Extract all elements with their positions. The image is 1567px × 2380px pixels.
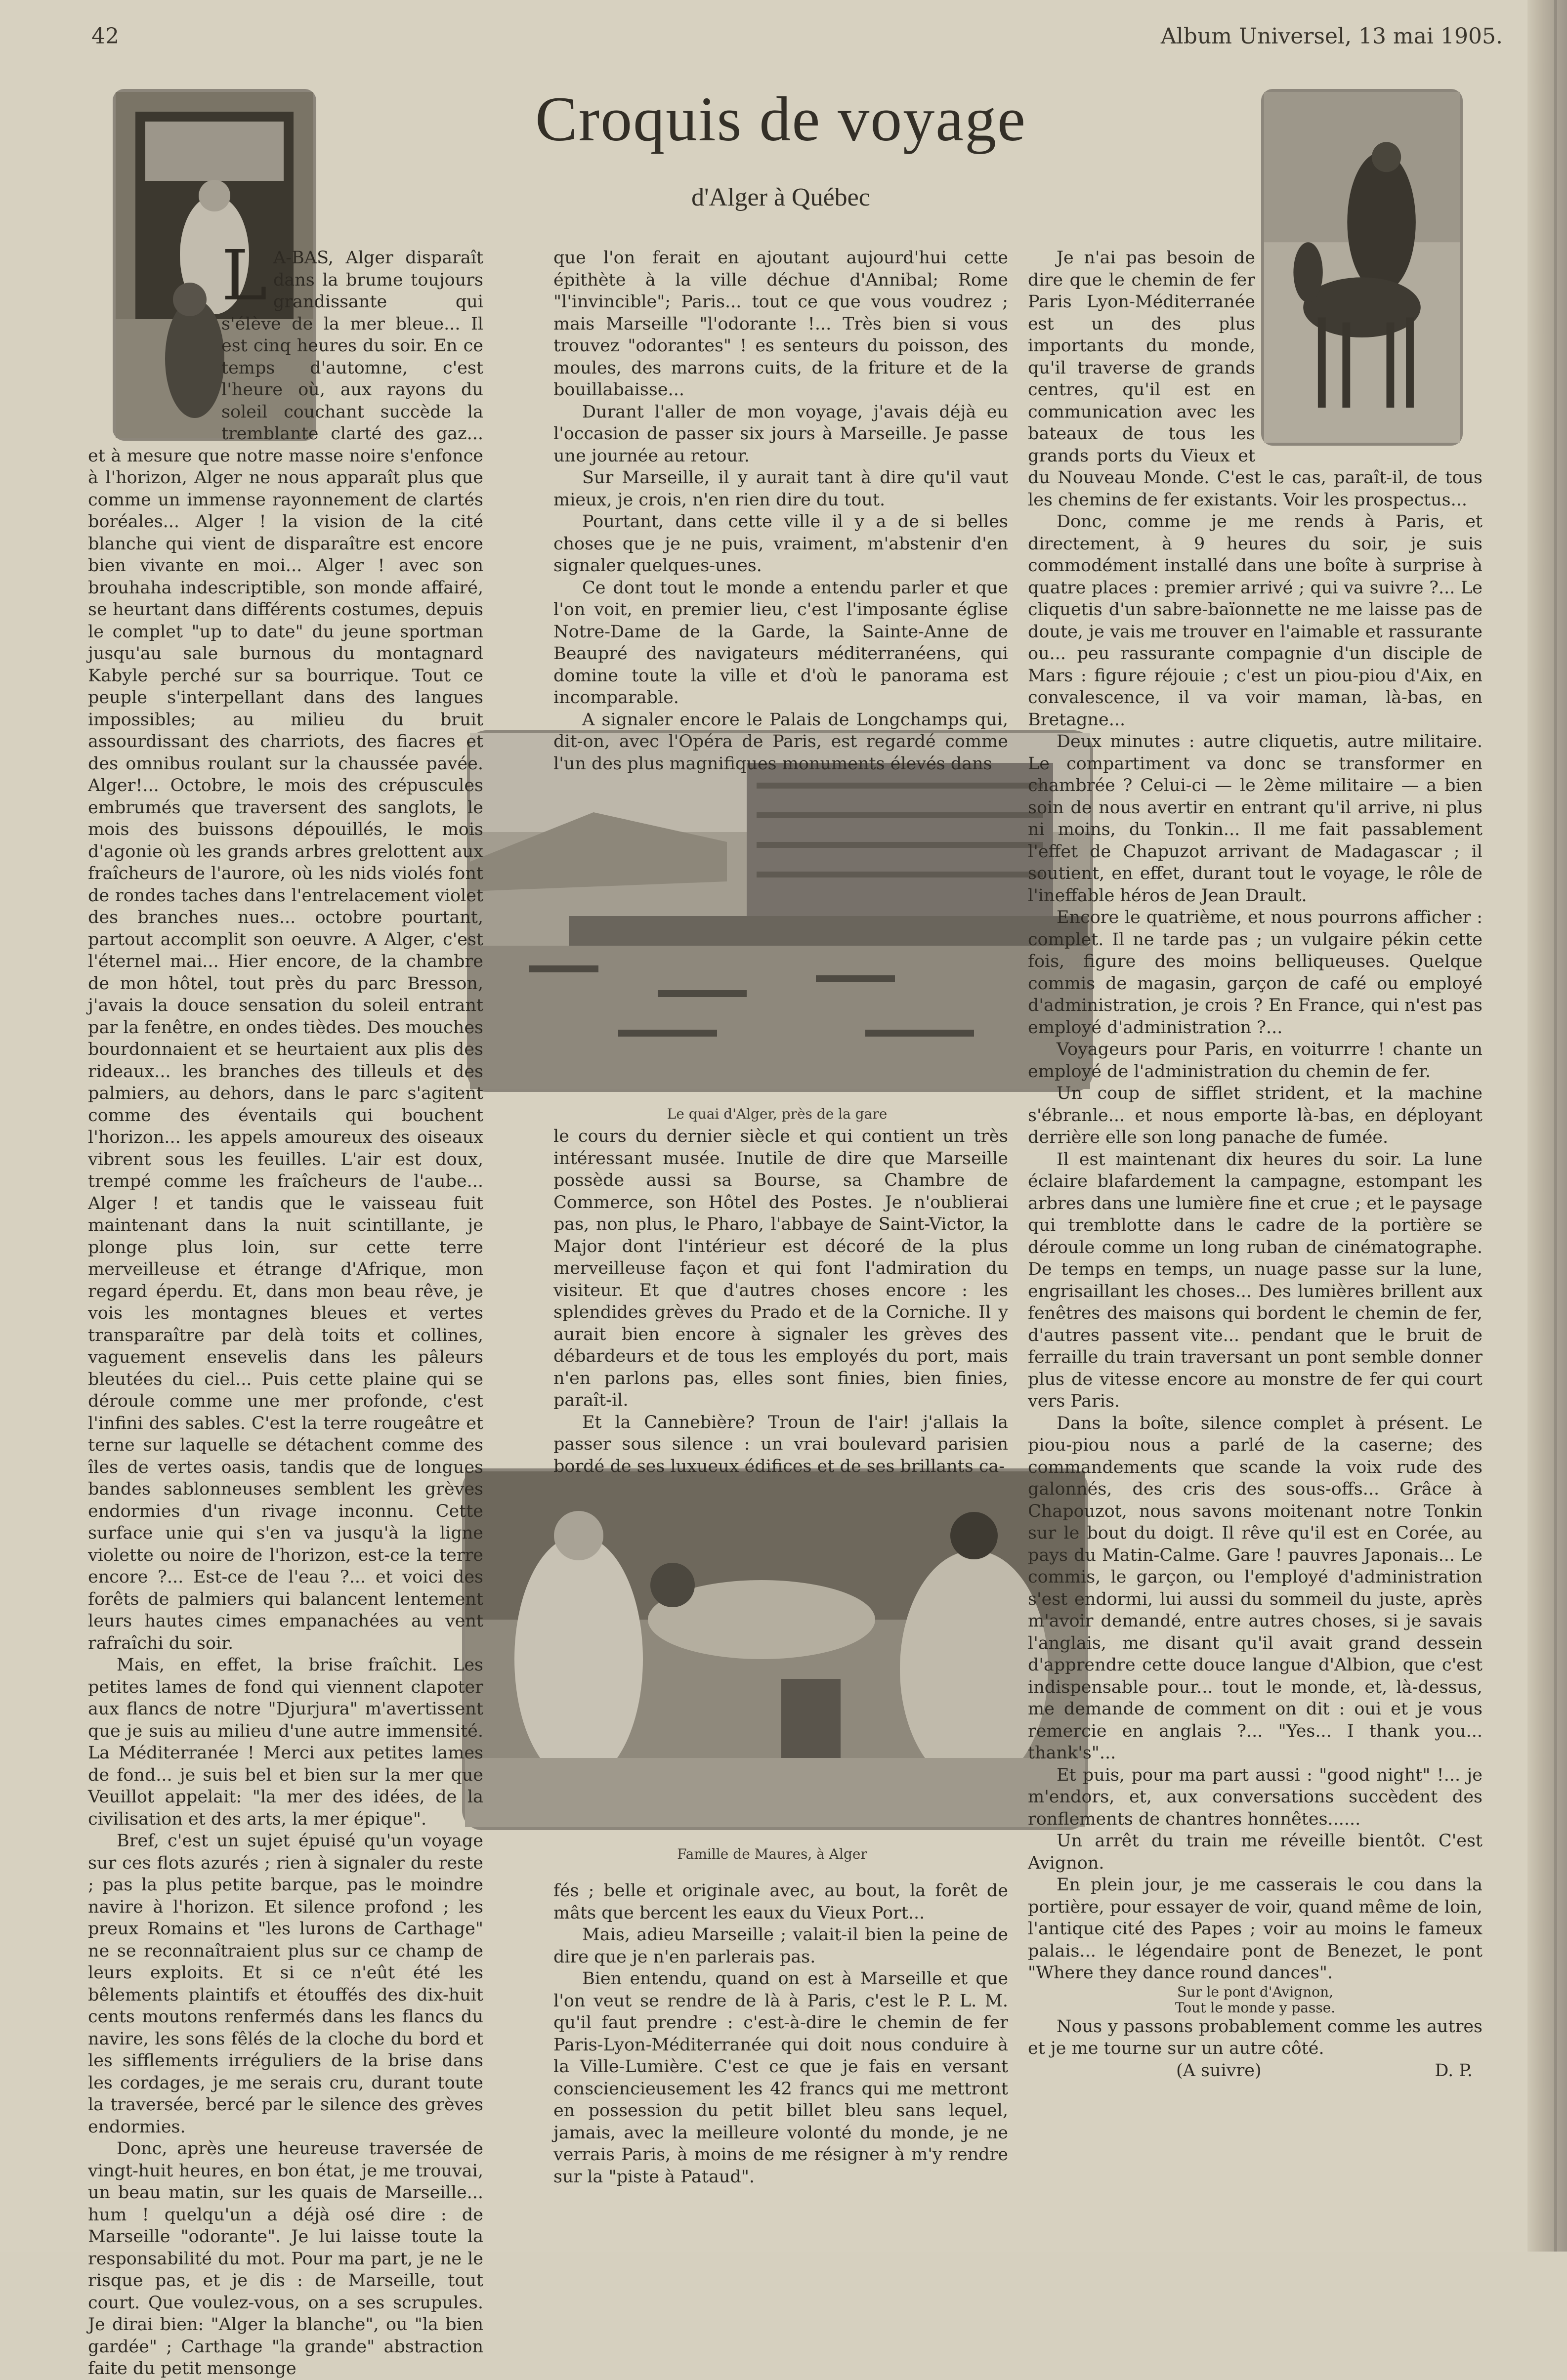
col2-para-1: que l'on ferait en ajoutant aujourd'hui cette épithète à la ville déchue d'Annibal; Rome "l'invincible"; Paris... tout ce que vous voudrez ; mais Marseille "l'odorante !... Très bien si vous trouvez "odorantes" ! es senteurs du poisson, des moules, des marrons cuits, de la friture et de la bouillabaisse...: [553, 248, 1008, 400]
col1-para-3: Bref, c'est un sujet épuisé qu'un voyage sur ces flots azurés ; rien à signaler du reste ; pas la plus petite barque, pas le moindre navire à l'horizon. Et silence profond ; les preux Romains et "les lurons de Carthage" ne se reconnaîtraient plus sur ce champ de leurs exploits. Et si ce n'eût été les bêlements plaintifs et étouffés des dix-huit cents moutons renfermés dans les flancs du navire, les sons fêlés de la cloche du bord et les sifflements irréguliers de la brise dans les cordages, je me serais cru, durant toute la traversée, bercé par le silence des grèves endormies.: [88, 1831, 483, 2137]
article-subtitle: d'Alger à Québec: [691, 183, 870, 211]
col3-para-6: Un coup de sifflet strident, et la machine s'ébranle... et nous emporte là-bas, en déployant derrière elle son long panache de fumée.: [1028, 1084, 1482, 1147]
col2-para-8: Et la Cannebière? Troun de l'air! j'allais la passer sous silence : un vrai boulevard parisien bordé de ses luxueux édifices et de ses brillants ca-: [553, 1412, 1008, 1476]
col1-para-4: Donc, après une heureuse traversée de vingt-huit heures, en bon état, je me trouvai, un beau matin, sur les quais de Marseille... hum ! quelqu'un a déjà osé dire : de Marseille "odorante". Je lui laisse toute la responsabilité du mot. Pour ma part, je ne le risque pas, et je dis : de Marseille, tout court. Que voulez-vous, on a ses scrupules. Je dirai bien: "Alger la blanche", ou "la bien gardée" ; Carthage "la grande" abstraction faite du petit mensonge: [88, 2139, 483, 2379]
col3-para-10: Un arrêt du train me réveille bientôt. C'est Avignon.: [1028, 1831, 1482, 1873]
author-initials: D. P.: [1435, 2060, 1473, 2081]
col2-para-2: Durant l'aller de mon voyage, j'avais déjà eu l'occasion de passer six jours à Marseille. Je passe une journée au retour.: [553, 402, 1008, 466]
journal-date: Album Universel, 13 mai 1905.: [1160, 24, 1503, 49]
caption-moorish-family: Famille de Maures, à Alger: [677, 1846, 867, 1862]
col1-para-1: A-BAS, Alger disparaît dans la brume toujours grandissante qui s'élève de la mer bleue... Il est cinq heures du soir. En ce temps d'automne, c'est l'heure où, aux rayons du soleil couchant succède la tremblante clarté des gaz... et à mesure que notre masse noire s'enfonce à l'horizon, Alger ne nous apparaît plus que comme un immense rayonnement de clartés boréales... Alger ! la vision de la cité blanche qui vient de disparaître est encore bien vivante en moi... Alger ! avec son brouhaha indescriptible, son monde affairé, se heurtant dans différents costumes, depuis le complet "up to date" du jeune sportman jusqu'au sale burnous du montagnard Kabyle perché sur sa bourrique. Tout ce peuple s'interpellant dans des langues impossibles; au milieu du bruit assourdissant des charriots, des fiacres et des omnibus roulant sur la chaussée pavée. Alger!... Octobre, le mois des crépuscules embrumés que traversent des sanglots, le mois des buissons dépouillés, le mois d'agonie où les grands arbres grelottent aux fraîcheurs de l'aurore, où les nids violés font de rondes taches dans l'entrelacement violet des branches nues... octobre pourtant, partout accomplit son oeuvre. A Alger, c'est l'éternel mai... Hier encore, de la chambre de mon hôtel, tout près du parc Bresson, j'avais la douce sensation du soleil entrant par la fenêtre, en ondes tièdes. Des mouches bourdonnaient et se heurtaient aux plis des rideaux... les branches des tilleuls et des palmiers, au dehors, dans le parc s'agitent comme des éventails qui bouchent l'horizon... les appels amoureux des oiseaux vibrent sous les feuilles. L'air est doux, trempé comme les fraîcheurs de l'aube... Alger ! et tandis que le vaisseau fuit maintenant dans la nuit scintillante, je plonge plus loin, sur cette terre merveilleuse et étrange d'Afrique, mon regard éperdu. Et, dans mon beau rêve, je vois les montagnes bleues et vertes transparaître par delà toits et collines, vaguement ensevelis dans les pâleurs bleutées du ciel... Puis cette plaine qui se déroule comme une mer profonde, c'est l'infini des sables. C'est la terre rougeâtre et terne sur laquelle se détachent comme des îles de vertes oasis, tandis que de longues bandes sablonneuses semblent les grèves endormies d'un rivage inconnu. Cette surface unie qui s'en va jusqu'à la ligne violette ou noire de l'horizon, est-ce la terre encore ?... Est-ce de l'eau ?... et voici des forêts de palmiers qui balancent lentement leurs hautes cimes empanachées au vent rafraîchi du soir.: [88, 248, 483, 1653]
col3-para-7: Il est maintenant dix heures du soir. La lune éclaire blafardement la campagne, estompant les arbres dans une lumière fine et crue ; et le paysage qui tremblotte dans le cadre de la portière se déroule comme un long ruban de cinématographe. De temps en temps, un nuage passe sur la lune, engrisaillant les choses... Des lumières brillent aux fenêtres des maisons qui bordent le chemin de fer, d'autres passent vite... pendant que le bruit de ferraille du train traversant un pont semble donner plus de vitesse encore au monstre de fer qui court vers Paris.: [1028, 1149, 1482, 1411]
article-title: Croquis de voyage: [535, 84, 1026, 154]
col3-final-para: Nous y passons probablement comme les autres et je me tourne sur un autre côté.: [1028, 2016, 1482, 2058]
verse-line-2: Tout le monde y passe.: [1175, 1999, 1336, 2016]
col3-para-8: Dans la boîte, silence complet à présent. Le piou-piou nous a parlé de la caserne; des commandements que scande la voix rude des galonnés, des cris des sous-offs... Grâce à Chapouzot, nous savons moitenant notre Tonkin sur le bout du doigt. Il rêve qu'il est en Corée, au pays du Matin-Calme. Gare ! pauvres Japonais... Le commis, le garçon, ou l'employé d'administration s'est endormi, lui aussi du sommeil du juste, après m'avoir demandé, entre autres choses, si je savais l'anglais, me disant qu'il avait grand dessein d'apprendre cette douce langue d'Albion, que c'est indispensable pour... tout le monde, et, là-dessus, me demande de comment on dit : oui et je vous remercie en anglais ?... "Yes... I thank you... thank's"...: [1028, 1413, 1482, 1763]
col3-para-11: En plein jour, je me casserais le cou dans la portière, pour essayer de voir, quand même de loin, l'antique cité des Papes ; voir au moins le fameux palais... le légendaire pont de Benezet, le pont "Where they dance round dances".: [1028, 1875, 1482, 1983]
column-2-bottom: [553, 1880, 1008, 2186]
col3-para-2: Donc, comme je me rends à Paris, et directement, à 9 heures du soir, je suis commodément installé dans une boîte à surprise à quatre places : premier arrivé ; qui va suivre ?... Le cliquetis d'un sabre-baïonnette ne me laisse pas de doute, je vais me trouver en l'aimable et rassurante ou... peu rassurante compagnie d'un disciple de Mars : figure réjouie ; c'est un piou-piou d'Aix, en convalescence, il va voir maman, là-bas, en Bretagne...: [1028, 512, 1482, 730]
column-3: [1028, 247, 1482, 2184]
col2-para-9: fés ; belle et originale avec, au bout, la forêt de mâts que bercent les eaux du Vieux Port...: [553, 1881, 1008, 1923]
drop-cap: L: [221, 236, 267, 316]
col2-para-7: le cours du dernier siècle et qui contient un très intéressant musée. Inutile de dire que Marseille possède aussi sa Bourse, sa Chambre de Commerce, son Hôtel des Postes. Je n'oublierai pas, non plus, le Pharo, l'abbaye de Saint-Victor, la Major dont l'intérieur est décoré de la plus merveilleuse façon et qui font l'admiration du visiteur. Et que d'autres choses encore : les splendides grèves du Prado et de la Corniche. Il y aurait bien encore à signaler les grèves des débardeurs et de tous les employés du port, mais n'en parlons pas, elles sont finies, bien finies, paraît-il.: [553, 1127, 1008, 1410]
col1-para-2: Mais, en effet, la brise fraîchit. Les petites lames de fond qui viennent clapoter aux flancs de notre "Djurjura" m'avertissent que je suis au milieu d'une autre immensité. La Méditerranée ! Merci aux petites lames de fond... je suis bel et bien sur la mer que Veuillot appelait: "la mer des idées, de la civilisation et des arts, la mer épique".: [88, 1655, 483, 1829]
column-1: [88, 236, 483, 2379]
continuation-note: (A suivre): [1176, 2060, 1262, 2081]
signature-line: [1028, 2060, 1482, 2082]
running-head: [91, 24, 1503, 53]
page-number: 42: [91, 24, 119, 49]
col3-para-1: Je n'ai pas besoin de dire que le chemin de fer Paris Lyon-Méditerranée est un des plus importants du monde, qu'il traverse de grands centres, qu'il est en communication avec les bateaux de tous les grands ports du Vieux et du Nouveau Monde. C'est le cas, paraît-il, de tous les chemins de fer existants. Voir les prospectus...: [1028, 248, 1482, 510]
col2-para-4: Pourtant, dans cette ville il y a de si belles choses que je ne puis, vraiment, m'abstenir d'en signaler quelques-unes.: [553, 512, 1008, 576]
col2-para-3: Sur Marseille, il y aurait tant à dire qu'il vaut mieux, je crois, n'en rien dire du tout.: [553, 468, 1008, 510]
col2-para-10: Mais, adieu Marseille ; valait-il bien la peine de dire que je n'en parlerais pas.: [553, 1925, 1008, 1967]
column-2-top: [553, 247, 1008, 774]
caption-alger-quay: Le quai d'Alger, près de la gare: [667, 1106, 888, 1122]
photo-moorish-family: [462, 1468, 1088, 1830]
col2-para-11: Bien entendu, quand on est à Marseille et que l'on veut se rendre de là à Paris, c'est le P. L. M. qu'il faut prendre : c'est-à-dire le chemin de fer Paris-Lyon-Méditerranée qui doit nous conduire à la Ville-Lumière. C'est ce que je fais en versant consciencieusement les 42 francs qui me mettront en possession du petit billet bleu sans lequel, jamais, avec la meilleure volonté du monde, je ne verrais Paris, à moins de me résigner à m'y rendre sur la "piste à Pataud".: [553, 1969, 1008, 2187]
photo-alger-quay: [467, 730, 1093, 1092]
col2-para-6: A signaler encore le Palais de Longchamps qui, dit-on, avec l'Opéra de Paris, est regardé comme l'un des plus magnifiques monuments élevés dans: [553, 710, 1008, 774]
col3-para-9: Et puis, pour ma part aussi : "good night" !... je m'endors, et, aux conversations succèdent des ronflements de chantres honnêtes......: [1028, 1765, 1482, 1829]
verse-line-1: Sur le pont d'Avignon,: [1177, 1983, 1334, 2000]
col2-para-5: Ce dont tout le monde a entendu parler et que l'on voit, en premier lieu, c'est l'imposante église Notre-Dame de la Garde, la Sainte-Anne de Beaupré des navigateurs méditerranéens, qui domine toute la ville et d'où le panorama est incomparable.: [553, 578, 1008, 708]
col3-para-3: Deux minutes : autre cliquetis, autre militaire. Le compartiment va donc se transformer en chambrée ? Celui-ci — le 2ème militaire — a bien soin de nous avertir en entrant qu'il arrive, ni plus ni moins, du Tonkin... Il me fait passablement l'effet de Chapuzot arrivant de Madagascar ; il soutient, en effet, durant tout le voyage, le rôle de l'ineffable héros de Jean Drault.: [1028, 732, 1482, 906]
col3-para-5: Voyageurs pour Paris, en voiturrre ! chante un employé de l'administration du chemin de fer.: [1028, 1040, 1482, 1082]
binding-gutter: [1527, 0, 1567, 2252]
column-2-middle: [553, 1126, 1008, 1476]
col3-para-4: Encore le quatrième, et nous pourrons afficher : complet. Il ne tarde pas ; un vulgaire pékin cette fois, figure des moins belliqueuses. Quelque commis de magasin, garçon de café ou employé d'administration, je crois ? En France, qui n'est pas employé d'administration ?...: [1028, 908, 1482, 1038]
